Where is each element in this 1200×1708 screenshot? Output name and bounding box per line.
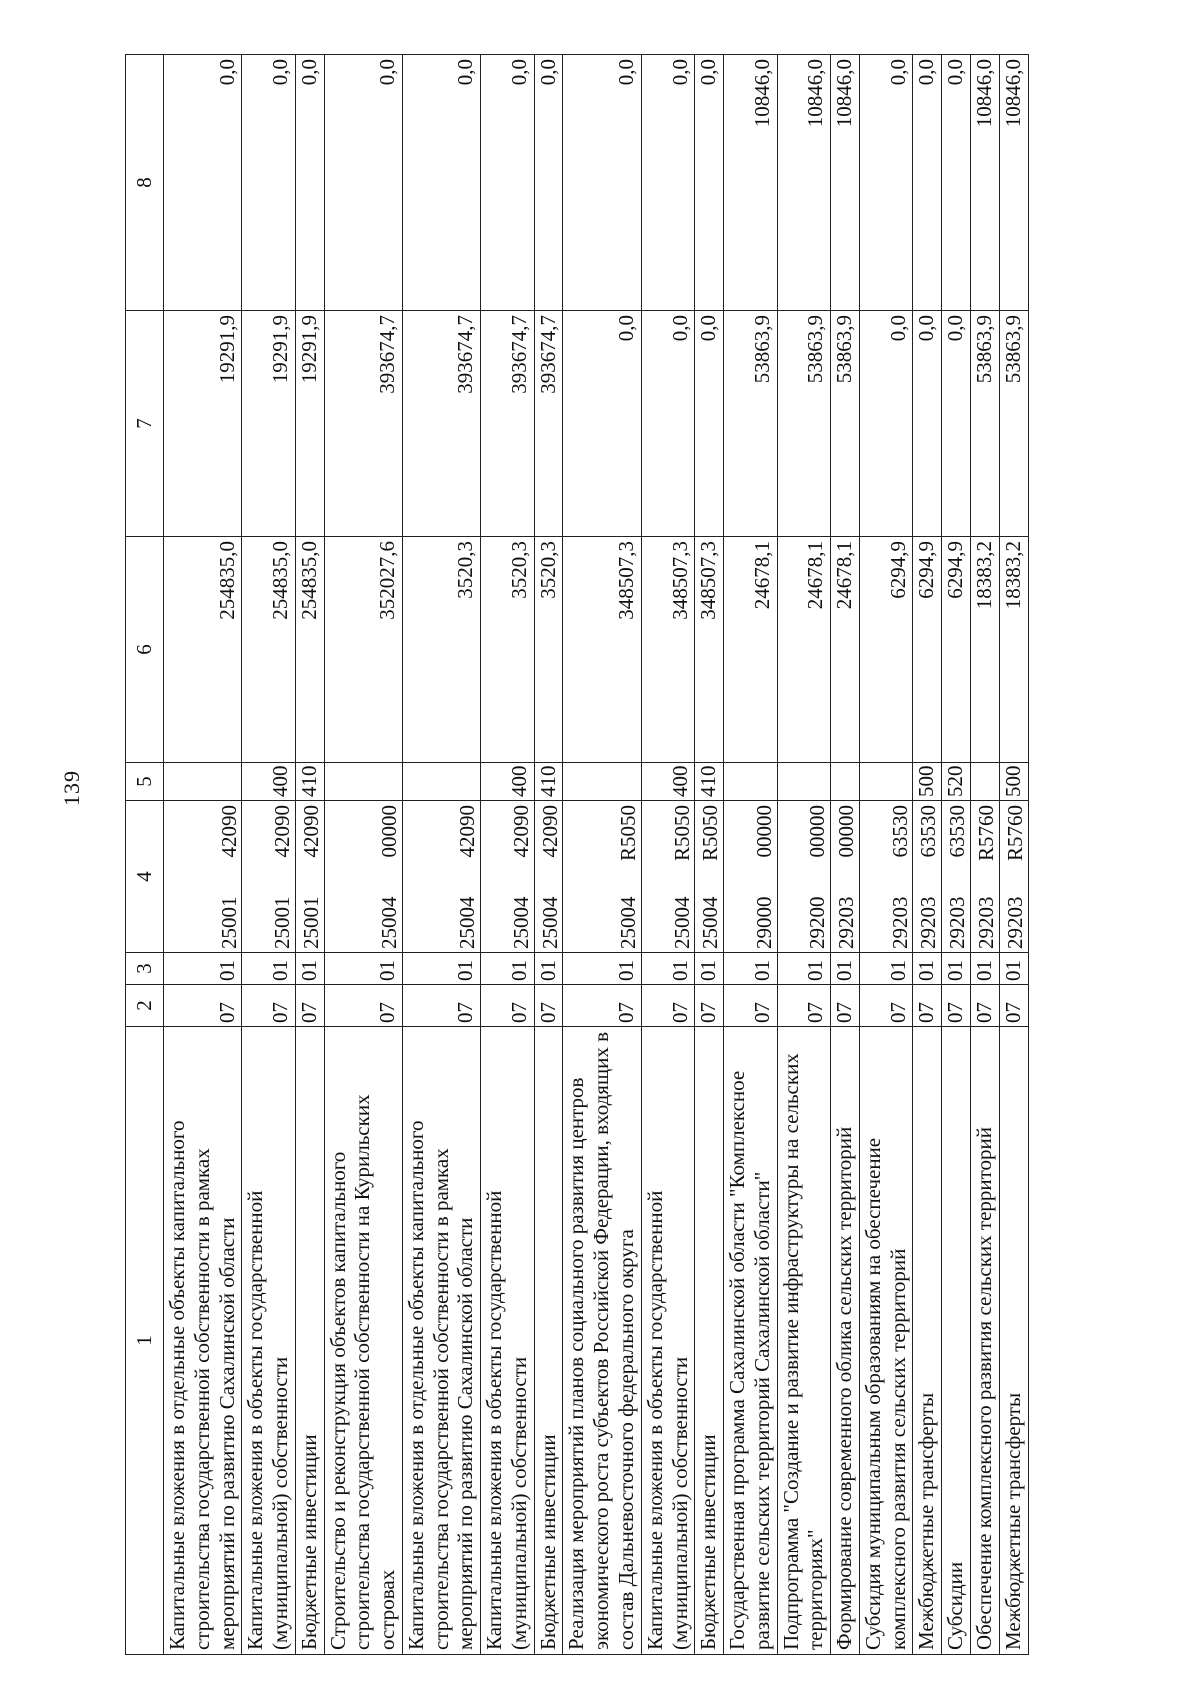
- row-value-col6: 254835,0: [295, 537, 324, 763]
- row-subsection: 01: [831, 953, 860, 985]
- table-row: [942, 55, 971, 1655]
- header-col-6: 6: [126, 537, 164, 763]
- row-value-col6: 24678,1: [777, 537, 831, 763]
- row-subsection: 01: [324, 953, 402, 985]
- row-target-article: [913, 801, 942, 953]
- header-col-5: 5: [126, 763, 164, 801]
- row-value-col6: 3520,3: [402, 537, 480, 763]
- row-subsection: 01: [913, 953, 942, 985]
- header-col-3: 3: [126, 953, 164, 985]
- header-col-7: 7: [126, 311, 164, 537]
- row-direction-code: 00000: [805, 805, 830, 858]
- row-value-col6: 24678,1: [831, 537, 860, 763]
- header-col-1: 1: [126, 1027, 164, 1655]
- table-row: [481, 55, 535, 1655]
- row-value-col7: 0,0: [563, 311, 641, 537]
- row-section: 07: [859, 985, 913, 1027]
- row-program-code: 29203: [916, 896, 941, 949]
- row-name: Капитальные вложения в отдельные объекты капитального строительства государственной собственности в рамках мероприятий по развитию Сахалинской области: [164, 1027, 242, 1655]
- row-value-col6: 254835,0: [164, 537, 242, 763]
- row-section: 07: [563, 985, 641, 1027]
- row-value-col8: 0,0: [641, 55, 695, 311]
- row-target-article: [999, 801, 1028, 953]
- header-col-2: 2: [126, 985, 164, 1027]
- row-program-code: 29203: [887, 896, 912, 949]
- row-section: 07: [913, 985, 942, 1027]
- row-name: Капитальные вложения в объекты государственной (муниципальной) собственности: [481, 1027, 535, 1655]
- table-row: [859, 55, 913, 1655]
- row-value-col8: 0,0: [295, 55, 324, 311]
- row-program-code: 25004: [377, 896, 402, 949]
- row-expense-type: 410: [295, 763, 324, 801]
- table-row: [242, 55, 296, 1655]
- row-value-col7: 0,0: [641, 311, 695, 537]
- row-value-col7: 19291,9: [164, 311, 242, 537]
- row-expense-type: 500: [913, 763, 942, 801]
- row-value-col6: 3520,3: [534, 537, 563, 763]
- row-section: 07: [402, 985, 480, 1027]
- row-value-col8: 0,0: [481, 55, 535, 311]
- row-subsection: 01: [859, 953, 913, 985]
- row-section: 07: [777, 985, 831, 1027]
- row-subsection: 01: [481, 953, 535, 985]
- row-target-article: [777, 801, 831, 953]
- row-value-col7: 19291,9: [295, 311, 324, 537]
- row-value-col8: 0,0: [402, 55, 480, 311]
- row-name: Формирование современного облика сельских территорий: [831, 1027, 860, 1655]
- row-value-col6: 254835,0: [242, 537, 296, 763]
- row-section: 07: [164, 985, 242, 1027]
- row-program-code: 29203: [1002, 896, 1027, 949]
- row-expense-type: [324, 763, 402, 801]
- row-name: Подпрограмма "Создание и развитие инфраструктуры на сельских территориях": [777, 1027, 831, 1655]
- row-expense-type: [563, 763, 641, 801]
- row-expense-type: [859, 763, 913, 801]
- row-direction-code: 42090: [537, 805, 562, 858]
- row-value-col7: 393674,7: [481, 311, 535, 537]
- row-value-col8: 0,0: [324, 55, 402, 311]
- row-section: 07: [999, 985, 1028, 1027]
- page-number: 139: [59, 770, 84, 806]
- row-value-col8: 0,0: [942, 55, 971, 311]
- row-value-col6: 6294,9: [859, 537, 913, 763]
- row-value-col6: 348507,3: [695, 537, 724, 763]
- header-col-8: 8: [126, 55, 164, 311]
- row-target-article: [242, 801, 296, 953]
- row-value-col7: 0,0: [859, 311, 913, 537]
- row-program-code: 29000: [751, 896, 776, 949]
- row-target-article: [324, 801, 402, 953]
- row-direction-code: 63530: [916, 805, 941, 858]
- row-name: Строительство и реконструкция объектов капитального строительства государственной собственности на Курильских островах: [324, 1027, 402, 1655]
- row-subsection: 01: [777, 953, 831, 985]
- table-row: [534, 55, 563, 1655]
- row-subsection: 01: [695, 953, 724, 985]
- row-section: 07: [534, 985, 563, 1027]
- row-program-code: 25004: [698, 896, 723, 949]
- table-row: [641, 55, 695, 1655]
- table-row: [777, 55, 831, 1655]
- row-value-col6: 3520,3: [481, 537, 535, 763]
- row-section: 07: [641, 985, 695, 1027]
- row-program-code: 25004: [616, 896, 641, 949]
- row-name: Капитальные вложения в объекты государственной (муниципальной) собственности: [641, 1027, 695, 1655]
- row-program-code: 25004: [508, 896, 533, 949]
- row-direction-code: 42090: [298, 805, 323, 858]
- row-subsection: 01: [242, 953, 296, 985]
- row-program-code: 29203: [945, 896, 970, 949]
- row-direction-code: 63530: [945, 805, 970, 858]
- row-value-col8: 10846,0: [999, 55, 1028, 311]
- row-section: 07: [324, 985, 402, 1027]
- row-expense-type: 500: [999, 763, 1028, 801]
- row-value-col8: 0,0: [242, 55, 296, 311]
- row-target-article: [641, 801, 695, 953]
- row-subsection: 01: [563, 953, 641, 985]
- row-name: Капитальные вложения в объекты государственной (муниципальной) собственности: [242, 1027, 296, 1655]
- row-value-col7: 53863,9: [724, 311, 778, 537]
- table-row: [831, 55, 860, 1655]
- table-row: [402, 55, 480, 1655]
- row-value-col8: 10846,0: [724, 55, 778, 311]
- row-program-code: 25004: [455, 896, 480, 949]
- row-value-col8: 10846,0: [831, 55, 860, 311]
- table-row: [295, 55, 324, 1655]
- row-subsection: 01: [999, 953, 1028, 985]
- row-value-col7: 393674,7: [402, 311, 480, 537]
- row-value-col6: 24678,1: [724, 537, 778, 763]
- row-value-col8: 10846,0: [970, 55, 999, 311]
- row-value-col8: 10846,0: [777, 55, 831, 311]
- row-subsection: 01: [164, 953, 242, 985]
- row-expense-type: 400: [641, 763, 695, 801]
- row-value-col8: 0,0: [913, 55, 942, 311]
- row-target-article: [534, 801, 563, 953]
- table-row: [563, 55, 641, 1655]
- row-expense-type: 400: [242, 763, 296, 801]
- row-program-code: 25001: [298, 896, 323, 949]
- row-value-col7: 0,0: [695, 311, 724, 537]
- row-value-col6: 6294,9: [913, 537, 942, 763]
- row-value-col6: 18383,2: [999, 537, 1028, 763]
- row-expense-type: [402, 763, 480, 801]
- table-row: [164, 55, 242, 1655]
- row-target-article: [724, 801, 778, 953]
- row-value-col7: 53863,9: [970, 311, 999, 537]
- row-value-col6: 352027,6: [324, 537, 402, 763]
- row-subsection: 01: [970, 953, 999, 985]
- row-target-article: [402, 801, 480, 953]
- row-direction-code: R5050: [669, 805, 694, 862]
- row-target-article: [859, 801, 913, 953]
- row-subsection: 01: [534, 953, 563, 985]
- row-subsection: 01: [942, 953, 971, 985]
- row-value-col7: 53863,9: [777, 311, 831, 537]
- row-section: 07: [970, 985, 999, 1027]
- row-program-code: 29203: [973, 896, 998, 949]
- table-row: [913, 55, 942, 1655]
- row-name: Обеспечение комплексного развития сельских территорий: [970, 1027, 999, 1655]
- row-name: Реализация мероприятий планов социального развития центров экономического роста субъектов Российской Федерации, входящих в состав Дальневосточного федерального округа: [563, 1027, 641, 1655]
- row-direction-code: 00000: [377, 805, 402, 858]
- budget-table: [125, 54, 1029, 1655]
- row-expense-type: 410: [695, 763, 724, 801]
- row-expense-type: 520: [942, 763, 971, 801]
- row-value-col7: 53863,9: [999, 311, 1028, 537]
- row-target-article: [295, 801, 324, 953]
- header-col-4: 4: [126, 801, 164, 953]
- row-target-article: [481, 801, 535, 953]
- row-value-col7: 393674,7: [324, 311, 402, 537]
- row-name: Государственная программа Сахалинской области "Комплексное развитие сельских территорий Сахалинской области": [724, 1027, 778, 1655]
- row-name: Капитальные вложения в отдельные объекты капитального строительства государственной собственности в рамках мероприятий по развитию Сахалинской области: [402, 1027, 480, 1655]
- budget-table-rotated: [125, 55, 1025, 1655]
- row-name: Бюджетные инвестиции: [295, 1027, 324, 1655]
- row-expense-type: [970, 763, 999, 801]
- row-subsection: 01: [402, 953, 480, 985]
- row-expense-type: [831, 763, 860, 801]
- row-name: Бюджетные инвестиции: [534, 1027, 563, 1655]
- row-program-code: 25001: [216, 896, 241, 949]
- row-section: 07: [295, 985, 324, 1027]
- row-direction-code: 63530: [887, 805, 912, 858]
- row-value-col7: 53863,9: [831, 311, 860, 537]
- row-program-code: 25004: [669, 896, 694, 949]
- row-program-code: 25004: [537, 896, 562, 949]
- row-target-article: [942, 801, 971, 953]
- table-row: [724, 55, 778, 1655]
- row-subsection: 01: [724, 953, 778, 985]
- row-direction-code: 42090: [270, 805, 295, 858]
- row-value-col6: 18383,2: [970, 537, 999, 763]
- table-row: [695, 55, 724, 1655]
- row-value-col8: 0,0: [534, 55, 563, 311]
- row-program-code: 25001: [270, 896, 295, 949]
- table-row: [970, 55, 999, 1655]
- row-name: Субсидии: [942, 1027, 971, 1655]
- row-direction-code: 00000: [834, 805, 859, 858]
- row-value-col8: 0,0: [695, 55, 724, 311]
- table-body: [164, 55, 1029, 1655]
- row-name: Бюджетные инвестиции: [695, 1027, 724, 1655]
- row-value-col8: 0,0: [563, 55, 641, 311]
- row-name: Межбюджетные трансферты: [999, 1027, 1028, 1655]
- row-target-article: [695, 801, 724, 953]
- table-row: [999, 55, 1028, 1655]
- row-expense-type: [777, 763, 831, 801]
- row-direction-code: R5760: [1002, 805, 1027, 862]
- row-value-col7: 0,0: [913, 311, 942, 537]
- row-direction-code: R5050: [698, 805, 723, 862]
- row-section: 07: [831, 985, 860, 1027]
- row-direction-code: R5760: [973, 805, 998, 862]
- row-subsection: 01: [295, 953, 324, 985]
- row-section: 07: [481, 985, 535, 1027]
- row-section: 07: [724, 985, 778, 1027]
- row-expense-type: [724, 763, 778, 801]
- row-value-col6: 348507,3: [641, 537, 695, 763]
- row-direction-code: 42090: [508, 805, 533, 858]
- row-value-col6: 348507,3: [563, 537, 641, 763]
- row-value-col8: 0,0: [164, 55, 242, 311]
- row-direction-code: 42090: [455, 805, 480, 858]
- row-target-article: [164, 801, 242, 953]
- row-target-article: [563, 801, 641, 953]
- row-direction-code: 42090: [216, 805, 241, 858]
- row-expense-type: [164, 763, 242, 801]
- row-direction-code: R5050: [616, 805, 641, 862]
- row-section: 07: [695, 985, 724, 1027]
- row-value-col6: 6294,9: [942, 537, 971, 763]
- row-program-code: 29203: [834, 896, 859, 949]
- row-name: Межбюджетные трансферты: [913, 1027, 942, 1655]
- row-program-code: 29200: [805, 896, 830, 949]
- row-target-article: [970, 801, 999, 953]
- header-row: [126, 55, 164, 1655]
- row-value-col7: 0,0: [942, 311, 971, 537]
- row-section: 07: [242, 985, 296, 1027]
- row-value-col7: 19291,9: [242, 311, 296, 537]
- row-target-article: [831, 801, 860, 953]
- row-expense-type: 410: [534, 763, 563, 801]
- row-direction-code: 00000: [751, 805, 776, 858]
- row-name: Субсидия муниципальным образованиям на обеспечение комплексного развития сельских территорий: [859, 1027, 913, 1655]
- row-section: 07: [942, 985, 971, 1027]
- row-value-col8: 0,0: [859, 55, 913, 311]
- table-row: [324, 55, 402, 1655]
- row-expense-type: 400: [481, 763, 535, 801]
- row-value-col7: 393674,7: [534, 311, 563, 537]
- row-subsection: 01: [641, 953, 695, 985]
